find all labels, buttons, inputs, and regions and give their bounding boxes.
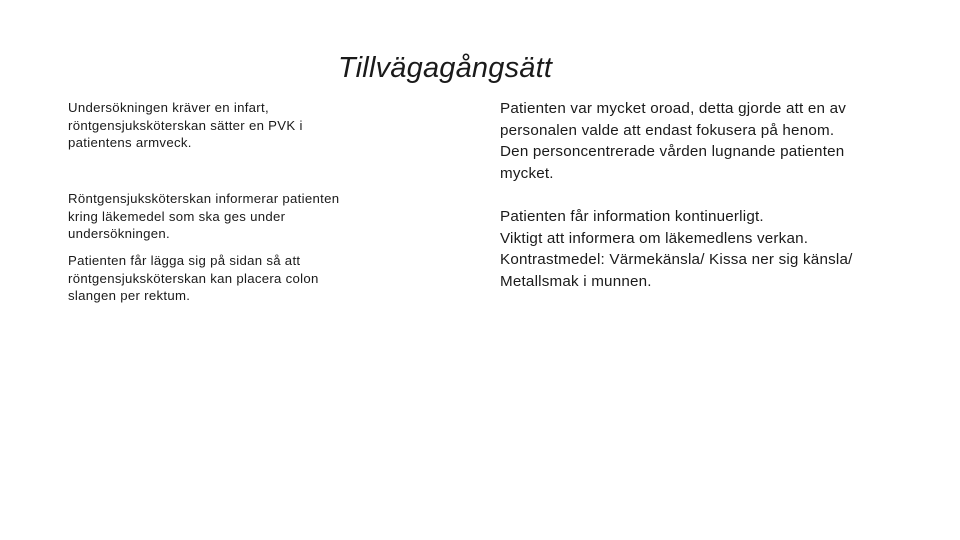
left-paragraph-infart: Undersökningen kräver en infart, röntgensjuksköterskan sätter en PVK i patientens armveck. [68, 100, 303, 150]
slide-title: Tillvägagångsätt [338, 52, 553, 84]
left-paragraph-lakemedel: Röntgensjuksköterskan informerar patienten kring läkemedel som ska ges under undersökningen. [68, 191, 340, 241]
right-paragraph-information: Patienten får information kontinuerligt. Viktigt att informera om läkemedlens verkan. Kontrastmedel: Värmekänsla/ Kissa ner sig känsla/ Metallsmak i munnen. [500, 208, 853, 291]
left-paragraph-colonslang: Patienten får lägga sig på sidan så att röntgensjuksköterskan kan placera colon slangen per rektum. [68, 253, 319, 303]
right-paragraph-oro: Patienten var mycket oroad, detta gjorde att en av personalen valde att endast fokusera på henom. Den personcentrerade vården lugnande patienten mycket. [500, 100, 847, 183]
